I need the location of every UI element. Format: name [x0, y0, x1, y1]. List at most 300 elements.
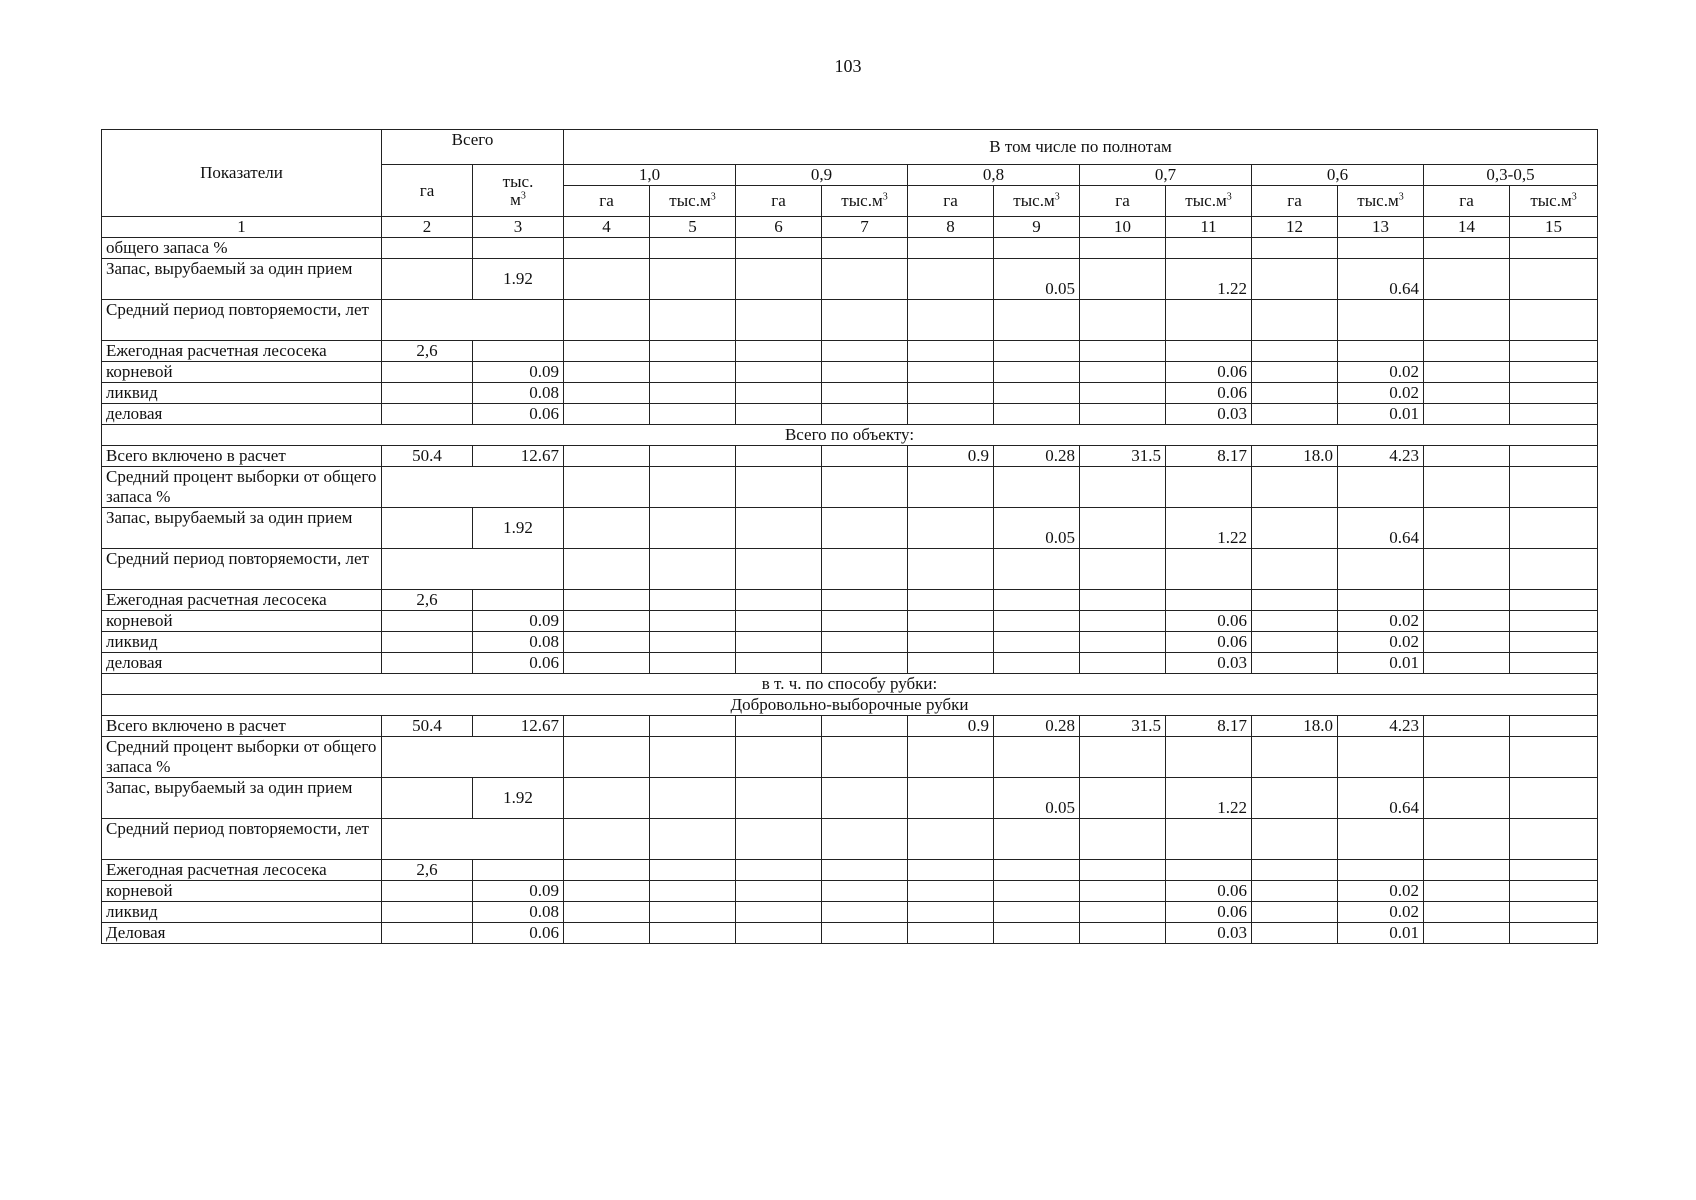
data-cell: [382, 653, 473, 674]
unit-thous-m3: $тыс.м^3$: [994, 186, 1080, 217]
data-cell: 0.09: [473, 362, 564, 383]
data-cell: [736, 778, 822, 819]
data-cell: [994, 341, 1080, 362]
data-cell: [994, 819, 1080, 860]
data-cell: [650, 238, 736, 259]
table-row: [102, 238, 1598, 259]
row-label: Запас, вырубаемый за один прием: [102, 259, 382, 300]
data-cell: [382, 259, 473, 300]
data-cell: [564, 362, 650, 383]
data-cell: [564, 404, 650, 425]
data-cell: [994, 238, 1080, 259]
section-row: [102, 695, 1598, 716]
data-cell: [736, 611, 822, 632]
data-cell: [382, 549, 564, 590]
section-title: Всего по объекту:: [102, 425, 1598, 446]
header-density-3: 0,8: [908, 165, 1080, 186]
unit-thous-m3: $тыс.м^3$: [1166, 186, 1252, 217]
data-cell: [1424, 611, 1510, 632]
row-label: корневой: [102, 611, 382, 632]
data-cell: 0.09: [473, 611, 564, 632]
data-cell: [650, 778, 736, 819]
data-cell: [1252, 549, 1338, 590]
data-cell: [1424, 404, 1510, 425]
data-cell: [908, 881, 994, 902]
data-cell: [1510, 467, 1598, 508]
data-cell: 0.02: [1338, 611, 1424, 632]
data-cell: [1166, 549, 1252, 590]
data-cell: [822, 238, 908, 259]
data-cell: 0.08: [473, 902, 564, 923]
data-cell: [908, 611, 994, 632]
data-cell: [822, 611, 908, 632]
header-indicators: Показатели: [102, 130, 382, 217]
table-row: [102, 716, 1598, 737]
data-cell: 0.02: [1338, 881, 1424, 902]
data-cell: [822, 590, 908, 611]
data-cell: [1338, 549, 1424, 590]
data-cell: [994, 923, 1080, 944]
column-number: 13: [1338, 217, 1424, 238]
data-cell: [822, 716, 908, 737]
data-cell: [1080, 819, 1166, 860]
row-label: корневой: [102, 881, 382, 902]
data-cell: [1080, 737, 1166, 778]
data-cell: [736, 446, 822, 467]
data-cell: [1338, 860, 1424, 881]
section-row: [102, 674, 1598, 695]
column-number: 12: [1252, 217, 1338, 238]
data-cell: [1080, 611, 1166, 632]
row-label: Средний процент выборки от общего запаса %: [102, 737, 382, 778]
data-cell: [1510, 549, 1598, 590]
data-cell: [736, 860, 822, 881]
data-cell: 0.01: [1338, 404, 1424, 425]
data-cell: [994, 632, 1080, 653]
data-cell: [1252, 611, 1338, 632]
data-cell: [650, 383, 736, 404]
data-cell: [1252, 259, 1338, 300]
data-cell: 0.02: [1338, 362, 1424, 383]
table-row: [102, 259, 1598, 300]
data-cell: [1080, 590, 1166, 611]
table-row: [102, 902, 1598, 923]
data-cell: [1252, 300, 1338, 341]
unit-ha: га: [908, 186, 994, 217]
table-row: [102, 508, 1598, 549]
data-cell: 0.06: [1166, 383, 1252, 404]
unit-thous-m3: $тыс.м^3$: [650, 186, 736, 217]
header-density-1: 1,0: [564, 165, 736, 186]
data-cell: [1424, 467, 1510, 508]
data-cell: 0.28: [994, 716, 1080, 737]
data-cell: 0.02: [1338, 383, 1424, 404]
data-cell: [908, 737, 994, 778]
header-density-6: 0,3-0,5: [1424, 165, 1598, 186]
data-cell: [564, 632, 650, 653]
data-cell: [650, 737, 736, 778]
data-cell: [822, 259, 908, 300]
data-cell: [994, 300, 1080, 341]
column-number: 14: [1424, 217, 1510, 238]
data-cell: [1424, 362, 1510, 383]
column-number: 3: [473, 217, 564, 238]
data-cell: [1080, 902, 1166, 923]
data-cell: [564, 778, 650, 819]
data-cell: [564, 259, 650, 300]
data-cell: [822, 404, 908, 425]
unit-thous-m3: $тыс.м^3$: [1338, 186, 1424, 217]
data-cell: 2,6: [382, 341, 473, 362]
data-cell: 0.06: [1166, 632, 1252, 653]
data-cell: 0.06: [1166, 611, 1252, 632]
data-cell: 18.0: [1252, 446, 1338, 467]
data-cell: 18.0: [1252, 716, 1338, 737]
data-cell: [1424, 238, 1510, 259]
data-cell: [1252, 902, 1338, 923]
data-cell: [382, 508, 473, 549]
data-cell: [822, 362, 908, 383]
data-cell: [1424, 632, 1510, 653]
data-cell: [650, 590, 736, 611]
data-cell: [650, 508, 736, 549]
table-row: [102, 362, 1598, 383]
data-cell: [1510, 259, 1598, 300]
data-cell: [1080, 860, 1166, 881]
data-cell: [822, 467, 908, 508]
data-cell: [650, 653, 736, 674]
data-cell: [1338, 737, 1424, 778]
column-number: 6: [736, 217, 822, 238]
data-cell: [736, 549, 822, 590]
data-cell: [1424, 300, 1510, 341]
data-cell: [994, 881, 1080, 902]
data-cell: 0.01: [1338, 653, 1424, 674]
table-row: [102, 467, 1598, 508]
data-cell: [1080, 778, 1166, 819]
header-density-4: 0,7: [1080, 165, 1252, 186]
data-cell: [736, 508, 822, 549]
data-cell: [564, 737, 650, 778]
header-total-ha: га: [382, 165, 473, 217]
data-cell: 0.05: [994, 778, 1080, 819]
data-cell: [650, 632, 736, 653]
data-cell: 4.23: [1338, 716, 1424, 737]
data-cell: [382, 467, 564, 508]
unit-ha: га: [1252, 186, 1338, 217]
data-cell: 0.03: [1166, 653, 1252, 674]
data-cell: [822, 737, 908, 778]
header-total-volume: тыс. $м^3$: [473, 165, 564, 217]
data-cell: [908, 549, 994, 590]
data-cell: [994, 737, 1080, 778]
table-row: [102, 923, 1598, 944]
data-cell: [1424, 590, 1510, 611]
data-cell: [1252, 508, 1338, 549]
data-cell: [382, 737, 564, 778]
section-title: в т. ч. по способу рубки:: [102, 674, 1598, 695]
data-cell: 0.9: [908, 446, 994, 467]
data-cell: [382, 404, 473, 425]
table-row: [102, 383, 1598, 404]
data-cell: [1166, 590, 1252, 611]
data-cell: [1166, 819, 1252, 860]
data-cell: [564, 508, 650, 549]
data-cell: 0.9: [908, 716, 994, 737]
data-cell: [650, 467, 736, 508]
unit-ha: га: [564, 186, 650, 217]
data-cell: [650, 300, 736, 341]
data-cell: [1424, 508, 1510, 549]
data-cell: [994, 467, 1080, 508]
data-cell: [736, 300, 822, 341]
row-label: Запас, вырубаемый за один прием: [102, 778, 382, 819]
data-cell: [1080, 549, 1166, 590]
data-cell: [1080, 259, 1166, 300]
header-density-2: 0,9: [736, 165, 908, 186]
data-cell: [994, 383, 1080, 404]
row-label: Средний период повторяемости, лет: [102, 819, 382, 860]
data-cell: [822, 819, 908, 860]
data-cell: [1252, 632, 1338, 653]
data-cell: 0.08: [473, 632, 564, 653]
data-cell: [1080, 341, 1166, 362]
data-cell: 0.02: [1338, 902, 1424, 923]
data-cell: [1252, 819, 1338, 860]
data-cell: [1424, 923, 1510, 944]
data-cell: [473, 590, 564, 611]
row-label: ликвид: [102, 902, 382, 923]
data-cell: [736, 467, 822, 508]
data-cell: [908, 238, 994, 259]
data-cell: [736, 341, 822, 362]
data-cell: [908, 362, 994, 383]
data-cell: [1252, 341, 1338, 362]
data-cell: [1510, 881, 1598, 902]
data-cell: [1252, 383, 1338, 404]
data-cell: [1080, 362, 1166, 383]
data-cell: [994, 902, 1080, 923]
data-cell: 12.67: [473, 716, 564, 737]
header-total: Всего: [382, 130, 564, 165]
data-cell: [822, 923, 908, 944]
data-cell: [650, 341, 736, 362]
row-label: Всего включено в расчет: [102, 446, 382, 467]
data-cell: [564, 860, 650, 881]
data-cell: 1.92: [473, 778, 564, 819]
header-column-numbers: [102, 217, 1598, 238]
data-cell: 8.17: [1166, 446, 1252, 467]
column-number: 11: [1166, 217, 1252, 238]
data-cell: [382, 923, 473, 944]
data-cell: [1338, 341, 1424, 362]
column-number: 1: [102, 217, 382, 238]
data-cell: [908, 508, 994, 549]
data-cell: [1166, 300, 1252, 341]
data-cell: [994, 404, 1080, 425]
data-cell: [1424, 778, 1510, 819]
data-cell: 0.03: [1166, 923, 1252, 944]
data-cell: [1510, 362, 1598, 383]
data-cell: 1.22: [1166, 778, 1252, 819]
data-cell: [1424, 737, 1510, 778]
row-label: Средний процент выборки от общего запаса %: [102, 467, 382, 508]
data-cell: 2,6: [382, 860, 473, 881]
data-cell: [1166, 238, 1252, 259]
data-cell: [564, 446, 650, 467]
data-cell: [650, 819, 736, 860]
table-row: [102, 341, 1598, 362]
data-cell: [1510, 902, 1598, 923]
data-cell: [1252, 467, 1338, 508]
data-cell: [650, 881, 736, 902]
data-cell: [822, 508, 908, 549]
data-cell: [908, 259, 994, 300]
unit-ha: га: [1424, 186, 1510, 217]
data-cell: [822, 300, 908, 341]
data-cell: [1080, 653, 1166, 674]
data-cell: [1424, 716, 1510, 737]
data-cell: [908, 860, 994, 881]
data-cell: [1338, 467, 1424, 508]
data-cell: [994, 611, 1080, 632]
data-cell: [1252, 238, 1338, 259]
row-label: Ежегодная расчетная лесосека: [102, 860, 382, 881]
data-cell: 0.06: [1166, 881, 1252, 902]
data-cell: [650, 611, 736, 632]
data-cell: [650, 404, 736, 425]
data-cell: 0.03: [1166, 404, 1252, 425]
data-cell: [382, 632, 473, 653]
data-cell: 0.64: [1338, 259, 1424, 300]
data-cell: [1424, 446, 1510, 467]
data-cell: [736, 404, 822, 425]
data-cell: [1510, 341, 1598, 362]
data-cell: [564, 881, 650, 902]
data-cell: [564, 716, 650, 737]
data-cell: 31.5: [1080, 446, 1166, 467]
data-cell: 0.01: [1338, 923, 1424, 944]
data-cell: [736, 362, 822, 383]
data-cell: [1424, 549, 1510, 590]
data-cell: [1424, 860, 1510, 881]
data-cell: [1510, 860, 1598, 881]
data-cell: [908, 383, 994, 404]
data-cell: [564, 653, 650, 674]
data-cell: [473, 238, 564, 259]
data-cell: [1424, 341, 1510, 362]
data-cell: [473, 860, 564, 881]
data-cell: 0.28: [994, 446, 1080, 467]
data-cell: [908, 341, 994, 362]
data-cell: [822, 902, 908, 923]
data-cell: [1510, 716, 1598, 737]
data-cell: [564, 590, 650, 611]
data-cell: [736, 737, 822, 778]
unit-ha: га: [1080, 186, 1166, 217]
data-cell: [822, 341, 908, 362]
header-density-5: 0,6: [1252, 165, 1424, 186]
data-cell: [908, 819, 994, 860]
data-cell: [650, 902, 736, 923]
data-cell: [1166, 341, 1252, 362]
data-cell: 0.08: [473, 383, 564, 404]
table-row: [102, 590, 1598, 611]
data-cell: [1510, 383, 1598, 404]
data-cell: [822, 778, 908, 819]
data-cell: [908, 632, 994, 653]
data-cell: [736, 632, 822, 653]
column-number: 2: [382, 217, 473, 238]
data-cell: [1080, 508, 1166, 549]
row-label: общего запаса %: [102, 238, 382, 259]
data-cell: [1510, 737, 1598, 778]
data-cell: 0.06: [473, 653, 564, 674]
data-cell: [1424, 383, 1510, 404]
data-cell: [382, 300, 564, 341]
data-cell: [564, 238, 650, 259]
data-cell: [382, 362, 473, 383]
data-cell: [1510, 508, 1598, 549]
data-cell: [822, 446, 908, 467]
data-cell: [822, 383, 908, 404]
data-cell: [564, 923, 650, 944]
data-cell: [650, 362, 736, 383]
data-cell: [1424, 259, 1510, 300]
data-cell: [994, 549, 1080, 590]
forest-stock-table: [101, 129, 1598, 944]
table-body: [102, 238, 1598, 944]
data-cell: [1080, 923, 1166, 944]
data-cell: [1080, 383, 1166, 404]
row-label: Ежегодная расчетная лесосека: [102, 590, 382, 611]
data-cell: [1080, 238, 1166, 259]
data-cell: [822, 881, 908, 902]
unit-ha: га: [736, 186, 822, 217]
column-number: 10: [1080, 217, 1166, 238]
data-cell: [908, 778, 994, 819]
page-number: 103: [834, 56, 862, 76]
table-row: [102, 549, 1598, 590]
data-cell: [908, 902, 994, 923]
data-cell: [1338, 238, 1424, 259]
data-cell: [1252, 737, 1338, 778]
data-cell: [1510, 611, 1598, 632]
data-cell: [908, 404, 994, 425]
data-cell: [1338, 590, 1424, 611]
header-by-density: В том числе по полнотам: [564, 130, 1598, 165]
row-label: деловая: [102, 404, 382, 425]
data-cell: [736, 923, 822, 944]
data-cell: 12.67: [473, 446, 564, 467]
data-cell: [1252, 653, 1338, 674]
table-row: [102, 653, 1598, 674]
column-number: 15: [1510, 217, 1598, 238]
unit-thous-m3: $тыс.м^3$: [1510, 186, 1598, 217]
data-cell: [1252, 778, 1338, 819]
data-cell: [1080, 300, 1166, 341]
data-cell: [736, 881, 822, 902]
data-cell: [1510, 632, 1598, 653]
data-cell: [1424, 653, 1510, 674]
data-cell: [1510, 653, 1598, 674]
data-cell: [822, 860, 908, 881]
data-cell: 0.06: [473, 923, 564, 944]
column-number: 8: [908, 217, 994, 238]
data-cell: 1.92: [473, 508, 564, 549]
data-cell: [1252, 404, 1338, 425]
row-label: ликвид: [102, 632, 382, 653]
